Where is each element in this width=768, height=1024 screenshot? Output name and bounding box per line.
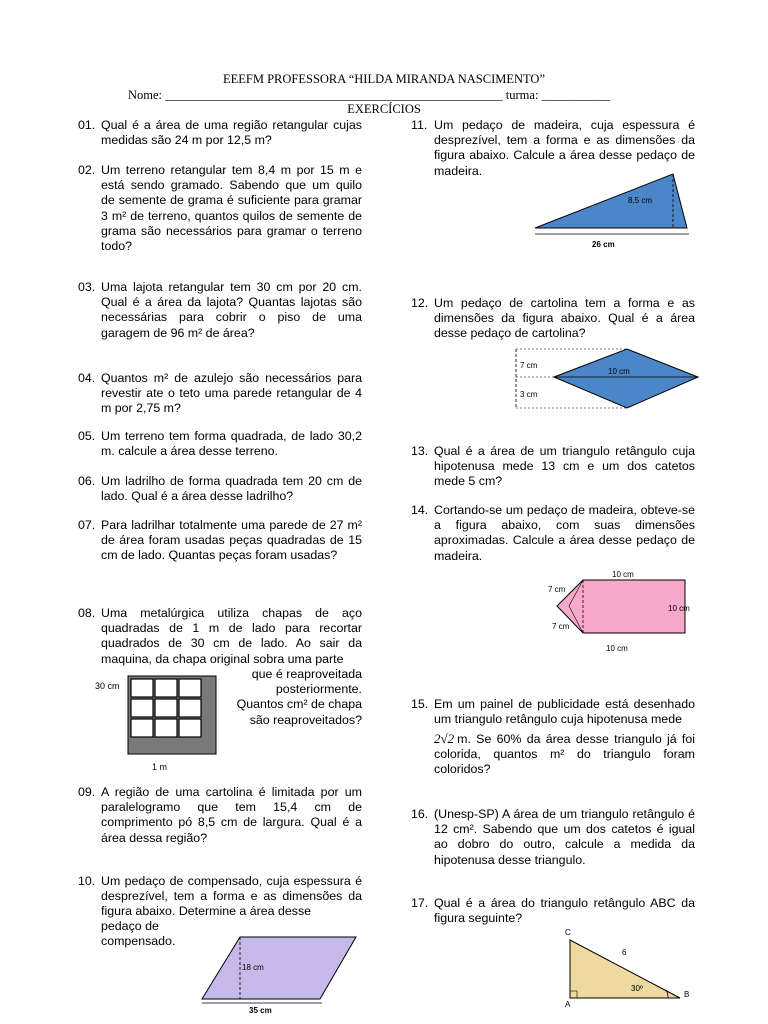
q10-height-label: 18 cm (242, 963, 264, 972)
question-number: 01. (78, 118, 96, 132)
question-15 (411, 697, 695, 727)
question-number: 05. (78, 429, 96, 443)
question-03 (78, 280, 362, 341)
question-number: 06. (78, 474, 96, 488)
question-number: 14. (411, 503, 429, 517)
question-14 (411, 503, 695, 564)
question-number: 09. (78, 785, 96, 799)
question-09 (78, 785, 362, 846)
q14-top-label: 10 cm (612, 570, 634, 579)
q17-vertex-c: C (565, 928, 571, 937)
question-12 (411, 296, 695, 342)
question-08-continued: que é reaproveitada posteriormente. Quantos cm² de chapa são reaproveitados? (236, 667, 362, 727)
name-label: Nome: (128, 88, 163, 102)
question-number: 08. (78, 606, 96, 620)
question-number: 16. (411, 807, 429, 821)
question-text: Qual é a área de uma região retangular cujas medidas são 24 m por 12,5 m? (101, 118, 362, 148)
question-04 (78, 371, 362, 417)
q12-bottom-label: 3 cm (520, 390, 538, 399)
question-number: 15. (411, 697, 429, 711)
class-underline: ___________ (541, 88, 611, 102)
q12-top-label: 7 cm (520, 361, 538, 370)
question-10-continued: pedaço de compensado. (101, 919, 176, 949)
question-text: Uma metalúrgica utiliza chapas de aço quadradas de 1 m de lado para recortar quadrados de 30 cm de lado. Ao sair da maquina, da chapa original sobra uma parte (101, 606, 362, 666)
q14-bottom-label: 10 cm (606, 644, 628, 653)
question-text: (Unesp-SP) A área de um triangulo retângulo é 12 cm². Sabendo que um dos catetos é igual ao dobro do outro, calcule a medida da hipotenusa desse triangulo. (434, 807, 695, 867)
question-number: 10. (78, 874, 96, 888)
q17-hypotenuse-label: 6 (622, 948, 627, 957)
question-text: Para ladrilhar totalmente uma parede de 27 m² de área foram usadas peças quadradas de 15 cm de lado. Quantas peças foram usadas? (101, 518, 362, 563)
q11-base-label: 26 cm (592, 240, 615, 249)
question-number: 02. (78, 163, 96, 177)
q11-triangle-figure (533, 172, 693, 242)
question-number: 12. (411, 296, 429, 310)
question-number: 04. (78, 371, 96, 385)
q14-right-label: 10 cm (668, 604, 690, 613)
question-text: Um pedaço de madeira, cuja espessura é desprezível, tem a forma e as dimensões da figura abaixo. Calcule a área desse pedaço de madeira. (434, 118, 695, 178)
q12-mid-label: 10 cm (608, 367, 630, 376)
question-text: Um terreno tem forma quadrada, de lado 30,2 m. calcule a área desse terreno. (101, 429, 362, 459)
name-line-row (128, 88, 610, 103)
question-01 (78, 118, 362, 148)
q11-height-label: 8,5 cm (628, 196, 653, 205)
q14-lower-left-label: 7 cm (552, 622, 570, 631)
question-text: Qual é a área de um triangulo retângulo cuja hipotenusa mede 13 cm e um dos catetos mede 5 cm? (434, 444, 695, 489)
question-number: 03. (78, 280, 96, 294)
q15-text-cont: m. Se 60% da área desse triangulo já foi colorida, quantos m² do triangulo foram coloridos? (434, 732, 695, 777)
question-06 (78, 474, 362, 504)
q17-vertex-b: B (684, 990, 690, 999)
question-10 (78, 874, 362, 920)
q12-rhombus-figure (512, 346, 702, 412)
school-title: EEEFM PROFESSORA “HILDA MIRANDA NASCIMENTO” (222, 72, 546, 86)
question-number: 07. (78, 518, 96, 532)
q17-right-triangle-figure (568, 938, 688, 1000)
question-text: Cortando-se um pedaço de madeira, obteve-se a figura abaixo, com suas dimensões aproximadas. Calcule a área desse pedaço de madeira. (434, 503, 695, 563)
question-07 (78, 518, 362, 564)
question-02 (78, 163, 362, 254)
q08-metal-sheet-figure (128, 676, 218, 756)
class-label: turma: (505, 88, 539, 102)
question-text: Qual é a área do triangulo retângulo ABC da figura seguinte? (434, 896, 695, 926)
question-text: Quantos m² de azulejo são necessários para revestir ate o teto uma parede retangular de 4 m por 2,75 m? (101, 371, 362, 416)
question-17 (411, 896, 695, 926)
question-number: 11. (411, 118, 428, 132)
q08-side-label: 30 cm (95, 681, 120, 691)
name-underline: ______________________________________________________ (165, 88, 503, 102)
question-text: Uma lajota retangular tem 30 cm por 20 cm. Qual é a área da lajota? Quantas lajotas são necessárias para cobrir o piso de uma garagem de 96 m² de área? (101, 280, 362, 340)
question-number: 13. (411, 444, 429, 458)
question-11 (411, 118, 695, 179)
question-number: 17. (411, 896, 429, 910)
q10-parallelogram-figure (200, 935, 360, 1015)
question-05 (78, 429, 362, 459)
question-text: Em um painel de publicidade está desenhado um triangulo retângulo cuja hipotenusa mede (434, 697, 695, 727)
question-08 (78, 606, 362, 667)
question-text: A região de uma cartolina é limitada por um paralelogramo que tem 15,4 cm de comprimento pó 8,5 cm de largura. Qual é a área dessa região? (101, 785, 362, 845)
question-13 (411, 444, 695, 490)
q15-formula: 2√2 (434, 731, 455, 746)
q17-vertex-a: A (565, 1000, 571, 1009)
question-text: Um pedaço de cartolina tem a forma e as dimensões da figura abaixo. Qual é a área desse pedaço de cartolina? (434, 296, 695, 341)
q10-base-label: 35 cm (249, 1006, 272, 1015)
q14-upper-left-label: 7 cm (548, 585, 566, 594)
question-text: Um ladrilho de forma quadrada tem 20 cm de lado. Qual é a área desse ladrilho? (101, 474, 362, 504)
question-text: Um pedaço de compensado, cuja espessura é desprezível, tem a forma e as dimensões da figura abaixo. Determine a área desse (101, 874, 362, 919)
section-title: EXERCÍCIOS (347, 102, 421, 116)
question-16 (411, 807, 695, 868)
question-text: Um terreno retangular tem 8,4 m por 15 m e está sendo gramado. Sabendo que um quilo de semente de grama é suficiente para gramar 3 m² de terreno, quantos quilos de semente de grama são necessários para gramar o terreno todo? (101, 163, 362, 254)
q08-bottom-label: 1 m (152, 762, 168, 772)
q17-angle-label: 30º (631, 984, 643, 993)
question-15-continued (434, 731, 695, 778)
